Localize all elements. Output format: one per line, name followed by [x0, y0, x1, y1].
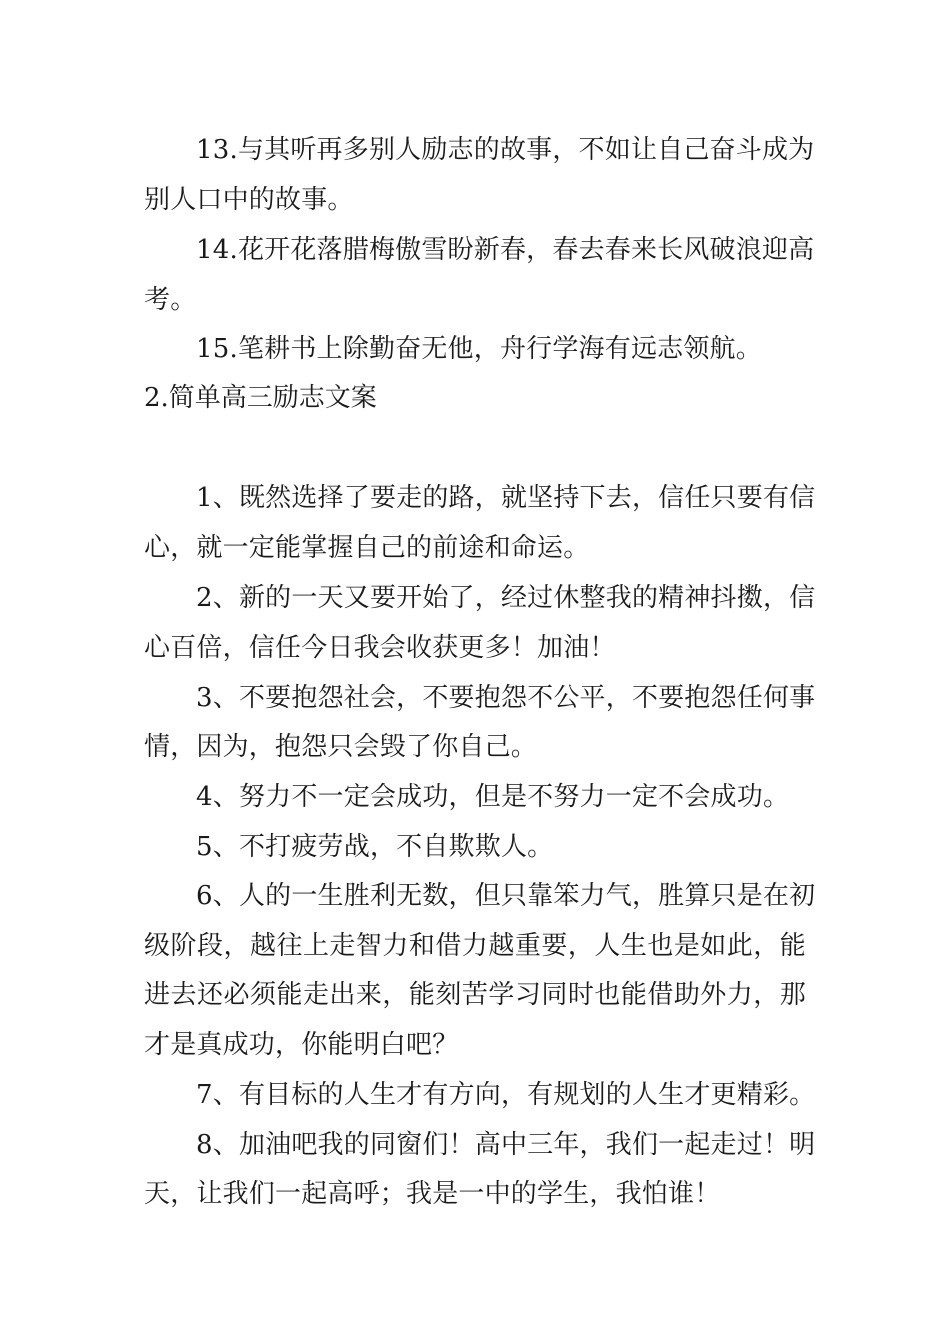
- entry-3-line-2: 情，因为，抱怨只会毁了你自己。: [144, 732, 538, 762]
- entry-8-line-1: 8、加油吧我的同窗们！高中三年，我们一起走过！明: [196, 1130, 816, 1160]
- item-14-line-2: 考。: [144, 285, 197, 315]
- entry-5-line-1: 5、不打疲劳战，不自欺欺人。: [196, 832, 554, 862]
- entry-1-line-1: 1、既然选择了要走的路，就坚持下去，信任只要有信: [196, 483, 816, 513]
- item-14-line-1: 14.花开花落腊梅傲雪盼新春，春去春来长风破浪迎高: [196, 235, 815, 265]
- entry-6-line-1: 6、人的一生胜利无数，但只靠笨力气，胜算只是在初: [196, 881, 816, 911]
- entry-1-line-2: 心，就一定能掌握自己的前途和命运。: [144, 533, 590, 563]
- entry-2-line-1: 2、新的一天又要开始了，经过休整我的精神抖擞，信: [196, 583, 816, 613]
- entry-4-line-1: 4、努力不一定会成功，但是不努力一定不会成功。: [196, 782, 790, 812]
- entry-6-line-3: 进去还必须能走出来，能刻苦学习同时也能借助外力，那: [144, 980, 806, 1010]
- entry-2-line-2: 心百倍，信任今日我会收获更多！加油！: [144, 633, 616, 663]
- item-13-line-2: 别人口中的故事。: [144, 185, 354, 215]
- entry-7-line-1: 7、有目标的人生才有方向，有规划的人生才更精彩。: [196, 1080, 816, 1110]
- entry-8-line-2: 天，让我们一起高呼；我是一中的学生，我怕谁！: [144, 1179, 721, 1209]
- entry-6-line-2: 级阶段，越往上走智力和借力越重要，人生也是如此，能: [144, 931, 806, 961]
- entry-6-line-4: 才是真成功，你能明白吧？: [144, 1030, 459, 1060]
- entry-3-line-1: 3、不要抱怨社会，不要抱怨不公平，不要抱怨任何事: [196, 683, 816, 713]
- item-15-line-1: 15.笔耕书上除勤奋无他，舟行学海有远志领航。: [196, 334, 762, 364]
- item-13-line-1: 13.与其听再多别人励志的故事，不如让自己奋斗成为: [196, 135, 815, 165]
- section-heading: 2.简单高三励志文案: [144, 383, 377, 413]
